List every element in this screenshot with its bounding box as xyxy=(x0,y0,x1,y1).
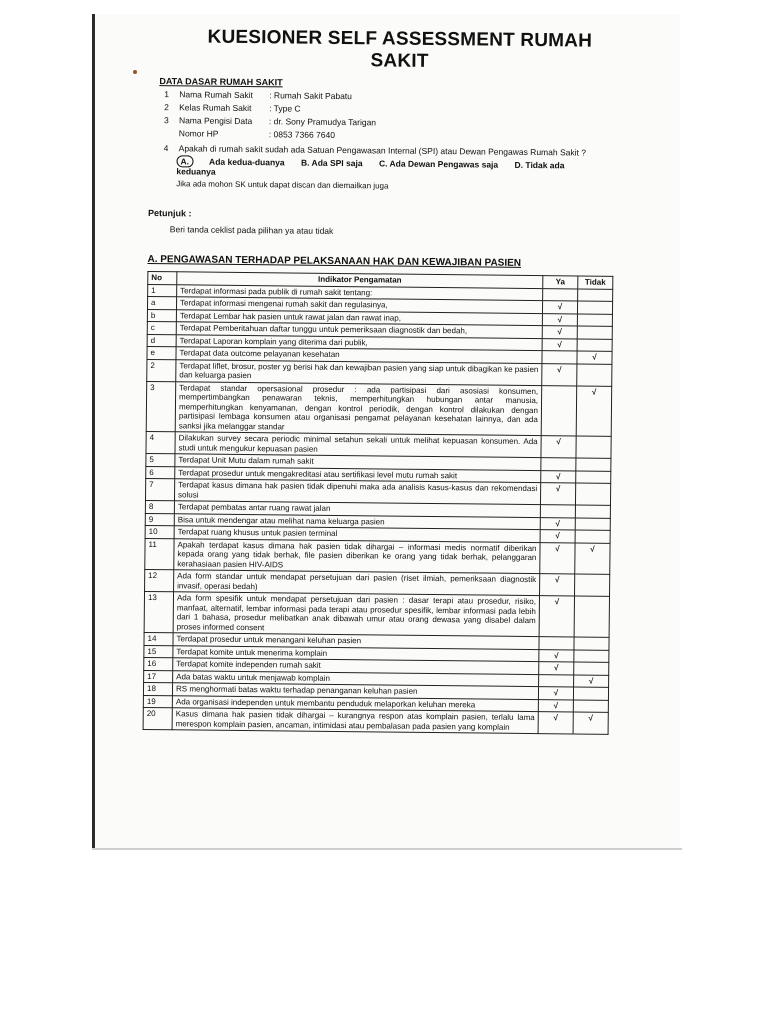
option-b: B. Ada SPI saja xyxy=(300,157,363,169)
data-dasar-list xyxy=(149,89,619,143)
row-indicator: Terdapat standar opersasional prosedur : ada partisipasi dari asosiasi konsumen, mempertimbangkan penawaran teknis, memperhitungkan hubungan antar manusia, memperhitungkan kenyamanan, dengan kontrol periodik, dengan kontrol dilakukan dengan partisipasi lembaga konsumen atau organisasi pengamat pelayanan kesehatan lainnya, dan ada sanksi jika melanggar standar xyxy=(175,381,542,435)
row-indicator: Terdapat Unit Mutu dalam rumah sakit xyxy=(175,454,541,470)
row-tidak-check: √ xyxy=(573,712,608,734)
row-indicator: Ada organisasi independen untuk membantu penduduk melaporkan keluhan mereka xyxy=(172,695,538,711)
row-ya-check xyxy=(542,351,577,364)
row-tidak-check xyxy=(576,470,611,483)
assessment-table xyxy=(143,271,614,735)
row-tidak-check xyxy=(576,436,611,458)
row-indicator: Terdapat liflet, brosur, poster yg berisi hak dan kewajiban pasien yang siap untuk dibagikan ke pasien dan keluarga pasien xyxy=(176,359,542,385)
row-number: 20 xyxy=(143,707,172,729)
row-ya-check: √ xyxy=(540,483,575,505)
header-indikator: Indikator Pengamatan xyxy=(177,272,543,288)
table-row xyxy=(144,591,609,637)
data-dasar-row xyxy=(164,102,619,117)
question-4-options xyxy=(176,156,618,181)
row-tidak-check xyxy=(573,687,608,700)
row-ya-check: √ xyxy=(541,436,576,458)
row-tidak-check xyxy=(578,288,613,301)
row-tidak-check: √ xyxy=(575,542,610,574)
row-indicator: Ada form spesifik untuk mendapat persetujuan dari pasien : dasar terapi atau prosedur, risiko, manfaat, alternatif, lembar informasi pada terapi atau prosedur spesifik, lembar informasi pada lebih dari 1 bahasa, prosedur melibatkan anak dibawah umur atau orang dewasa yang disabel dalam proses informed consent xyxy=(173,592,539,637)
row-number: c xyxy=(147,321,176,334)
row-ya-check xyxy=(541,458,576,471)
row-ya-check xyxy=(541,385,577,436)
row-indicator: Bisa untuk mendengar atau melihat nama keluarga pasien xyxy=(174,513,540,529)
row-ya-check: √ xyxy=(542,326,577,339)
row-number: 6 xyxy=(146,466,175,479)
row-number: 18 xyxy=(143,682,172,695)
data-dasar-label: Kelas Rumah Sakit xyxy=(179,102,252,114)
row-number: 16 xyxy=(144,657,173,670)
row-indicator: Terdapat Lembar hak pasien untuk rawat jalan dan rawat inap, xyxy=(176,309,542,325)
question-4-text: Apakah di rumah sakit sudah ada Satuan Pengawasan Internal (SPI) atau Dewan Pengawas Rumah Sakit ? xyxy=(178,143,587,158)
question-4-note: Jika ada mohon SK untuk dapat discan dan diemailkan juga xyxy=(176,179,389,191)
row-number: 7 xyxy=(145,478,174,500)
row-indicator: Dilakukan survey secara periodic minimal setahun sekali untuk melihat kepuasan konsumen. Ada studi untuk mengukur kepuasan pasien xyxy=(175,432,541,458)
row-tidak-check xyxy=(574,662,609,675)
table-row xyxy=(143,707,608,734)
data-dasar-value: : dr. Sony Pramudya Tarigan xyxy=(268,116,377,128)
row-number: 19 xyxy=(143,695,172,708)
data-dasar-value: : Type C xyxy=(269,103,301,114)
data-dasar-number xyxy=(164,128,179,138)
question-4 xyxy=(164,143,619,158)
row-tidak-check: √ xyxy=(576,385,612,436)
row-indicator: Terdapat informasi mengenai rumah sakit dan regulasinya, xyxy=(176,297,542,313)
row-number: 4 xyxy=(146,431,175,453)
row-ya-check: √ xyxy=(540,517,575,530)
row-ya-check: √ xyxy=(540,574,575,596)
row-ya-check: √ xyxy=(538,687,573,700)
data-dasar-value: : Rumah Sakit Pabatu xyxy=(269,90,352,102)
option-d: D. Tidak ada keduanya xyxy=(176,159,565,177)
row-number: 10 xyxy=(145,525,174,538)
data-dasar-number: 2 xyxy=(164,102,169,113)
row-ya-check: √ xyxy=(538,712,573,734)
row-tidak-check: √ xyxy=(577,351,612,364)
row-number: 9 xyxy=(145,513,174,526)
row-number: 17 xyxy=(144,670,173,683)
row-tidak-check xyxy=(577,313,612,326)
table-row xyxy=(145,538,610,574)
row-indicator: Terdapat prosedur untuk mengakreditasi atau sertifikasi level mutu rumah sakit xyxy=(175,466,541,482)
question-4-number: 4 xyxy=(163,143,169,154)
row-tidak-check xyxy=(577,363,612,385)
row-indicator: Terdapat kasus dimana hak pasien tidak dipenuhi maka ada analisis kasus-kasus dan rekomendasi solusi xyxy=(174,479,540,505)
scan-background xyxy=(0,0,94,1024)
row-ya-check: √ xyxy=(541,470,576,483)
header-no: No xyxy=(148,271,177,284)
row-tidak-check xyxy=(575,574,610,596)
row-number: 15 xyxy=(144,645,173,658)
row-number: 5 xyxy=(146,453,175,466)
petunjuk-heading: Petunjuk : xyxy=(147,207,192,219)
row-indicator: Terdapat komite independen rumah sakit xyxy=(173,658,539,674)
row-indicator: Ada batas waktu untuk menjawab komplain xyxy=(173,670,539,686)
document-title: KUESIONER SELF ASSESSMENT RUMAH SAKIT xyxy=(207,26,593,72)
option-c: C. Ada Dewan Pengawas saja xyxy=(378,158,499,170)
data-dasar-number: 3 xyxy=(163,115,169,126)
row-number: 8 xyxy=(145,500,174,513)
header-tidak: Tidak xyxy=(578,276,613,289)
row-number: 14 xyxy=(144,632,173,645)
data-dasar-label: Nomor HP xyxy=(178,128,219,139)
row-ya-check: √ xyxy=(542,301,577,314)
row-indicator: Kasus dimana hak pasien tidak dihargai – kurangnya respon atas komplain pasien, terlalu lama merespon komplain pasien, ancaman, intimidasi atau pembalasan pada pasien yang komplain xyxy=(172,708,538,734)
header-ya: Ya xyxy=(543,276,578,289)
row-tidak-check xyxy=(577,301,612,314)
data-dasar-value: : 0853 7366 7640 xyxy=(268,129,336,140)
row-tidak-check xyxy=(575,505,610,518)
row-ya-check: √ xyxy=(540,530,575,543)
row-number: 1 xyxy=(148,284,177,297)
row-ya-check: √ xyxy=(542,363,577,385)
row-ya-check: √ xyxy=(542,313,577,326)
section-a-title: A. PENGAWASAN TERHADAP PELAKSANAAN HAK DAN KEWAJIBAN PASIEN xyxy=(147,253,522,269)
row-indicator: Terdapat Laporan komplain yang diterima dari publik, xyxy=(176,334,542,350)
row-tidak-check xyxy=(574,649,609,662)
row-tidak-check xyxy=(575,530,610,543)
row-tidak-check xyxy=(574,637,609,650)
row-number: b xyxy=(147,309,176,322)
row-ya-check xyxy=(540,505,575,518)
row-indicator: Terdapat data outcome pelayanan kesehatan xyxy=(176,347,542,363)
data-dasar-label: Nama Rumah Sakit xyxy=(179,89,253,101)
table-row xyxy=(146,381,612,436)
row-indicator: Terdapat Pemberitahuan daftar tunggu untuk pemeriksaan diagnostik dan bedah, xyxy=(176,322,542,338)
row-tidak-check: √ xyxy=(574,674,609,687)
row-tidak-check xyxy=(574,596,609,637)
row-number: 13 xyxy=(144,591,173,632)
row-number: a xyxy=(147,296,176,309)
row-ya-check: √ xyxy=(539,662,574,675)
data-dasar-row xyxy=(164,89,619,104)
row-tidak-check xyxy=(573,699,608,712)
row-tidak-check xyxy=(575,483,610,505)
row-ya-check xyxy=(539,637,574,650)
row-number: d xyxy=(147,334,176,347)
row-indicator: Apakah terdapat kasus dimana hak pasien tidak dihargai – informasi medis normatif diberikan kepada orang yang tidak berhak, file pasien diberikan ke orang yang tidak berhak, pelanggaran kerahasiaan pasien HIV-AIDS xyxy=(174,538,540,573)
row-indicator: Terdapat pembatas antar ruang rawat jalan xyxy=(174,501,540,517)
row-number: 12 xyxy=(145,569,174,591)
row-number: 2 xyxy=(147,359,176,381)
row-ya-check xyxy=(543,288,578,301)
row-ya-check xyxy=(539,674,574,687)
paper-bottom-edge xyxy=(92,848,682,850)
data-dasar-heading: DATA DASAR RUMAH SAKIT xyxy=(159,76,283,88)
row-tidak-check xyxy=(575,517,610,530)
row-ya-check: √ xyxy=(540,542,575,574)
data-dasar-label: Nama Pengisi Data xyxy=(178,115,253,127)
petunjuk-text: Beri tanda ceklist pada pilihan ya atau tidak xyxy=(169,224,334,236)
row-ya-check: √ xyxy=(538,699,573,712)
row-number: e xyxy=(147,346,176,359)
data-dasar-number: 1 xyxy=(164,89,170,100)
row-ya-check: √ xyxy=(539,596,574,637)
row-indicator: Ada form standar untuk mendapat persetujuan dari pasien (riset ilmiah, pemeriksaan diagnostik invasif, operasi bedah) xyxy=(174,570,540,596)
row-indicator: Terdapat prosedur untuk menangani keluhan pasien xyxy=(173,633,539,649)
row-tidak-check xyxy=(576,458,611,471)
row-indicator: Terdapat informasi pada publik di rumah sakit tentang: xyxy=(177,284,543,300)
row-tidak-check xyxy=(577,338,612,351)
row-indicator: RS menghormati batas waktu terhadap penanganan keluhan pasien xyxy=(172,683,538,699)
data-dasar-row xyxy=(164,115,619,130)
row-ya-check: √ xyxy=(542,338,577,351)
document-content xyxy=(143,22,620,735)
row-indicator: Terdapat komite untuk menerima komplain xyxy=(173,645,539,661)
row-number: 3 xyxy=(146,381,176,432)
row-ya-check: √ xyxy=(539,649,574,662)
option-a-marker: A. xyxy=(176,155,193,167)
option-a-text: Ada kedua-duanya xyxy=(209,156,285,168)
row-tidak-check xyxy=(577,326,612,339)
ink-dot xyxy=(133,70,137,74)
row-indicator: Terdapat ruang khusus untuk pasien terminal xyxy=(174,526,540,542)
row-number: 11 xyxy=(145,538,174,570)
data-dasar-row xyxy=(164,128,619,143)
table-body xyxy=(143,284,613,734)
